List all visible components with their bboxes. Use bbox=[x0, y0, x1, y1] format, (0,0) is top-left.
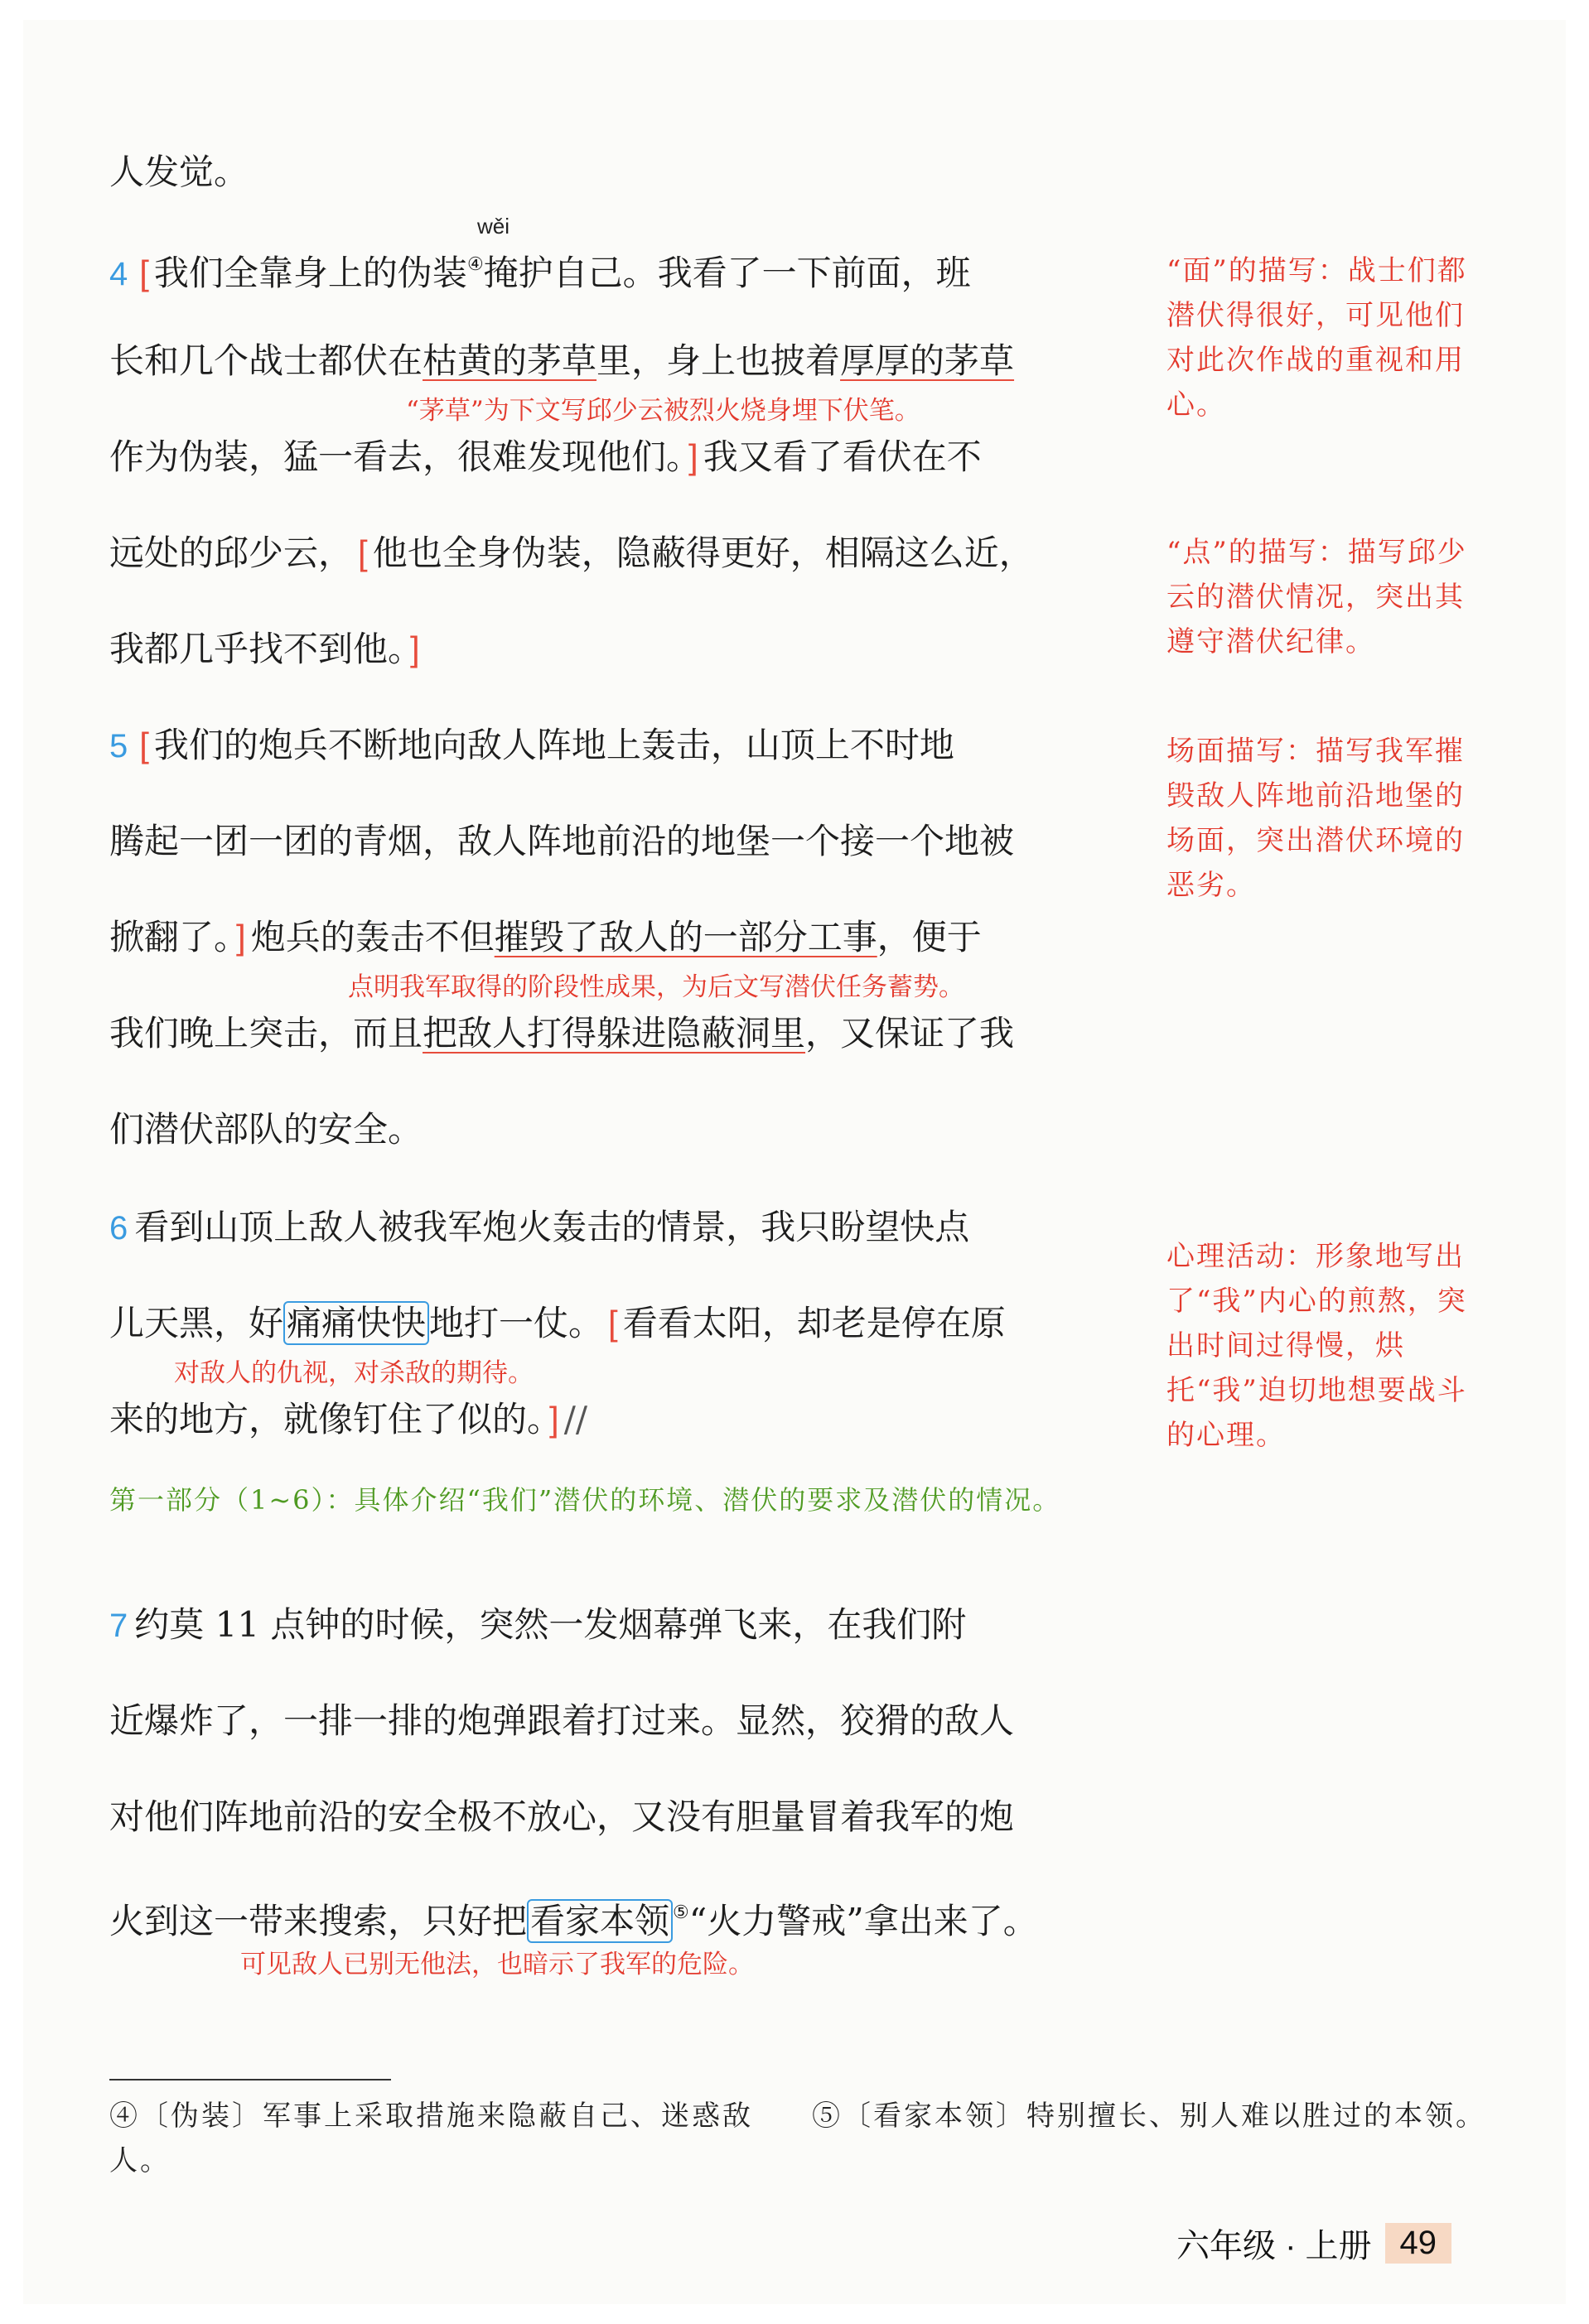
paragraph-6-line-3: 来的地方，就像钉住了似的。 ] // bbox=[109, 1399, 587, 1439]
page-footer bbox=[1176, 2220, 1451, 2267]
side-note: 心理活动：形象地写出了“我”内心的煎熬，突出时间过得慢，烘托“我”迫切地想要战斗的心理。 bbox=[1166, 1240, 1467, 1452]
paragraph-7-line-4: 火到这一带来搜索，只好把看家本领 ⑤“火力警戒”拿出来了。 bbox=[109, 1901, 1038, 1941]
paragraph-6-line-1: 6 看到山顶上敌人被我军炮火轰击的情景，我只盼望快点 bbox=[109, 1207, 970, 1247]
side-note: 场面描写：描写我军摧毁敌人阵地前沿地堡的场面，突出潜伏环境的恶劣。 bbox=[1166, 735, 1465, 902]
paragraph-7-line-2: 近爆炸了，一排一排的炮弹跟着打过来。显然，狡猾的敌人 bbox=[109, 1700, 1015, 1741]
paragraph-4-line-1: 4 [ 我们全靠身上的伪装④掩护自己。我看了一下前面，班 bbox=[109, 253, 971, 293]
footnote-4: ④〔伪装〕军事上采取措施来隐蔽自己、迷惑敌人。 bbox=[109, 2100, 753, 2177]
paragraph-4-line-4: 远处的邱少云， [ 他也全身伪装，隐蔽得更好，相隔这么近， bbox=[109, 533, 1034, 573]
pinyin-annotation: wěi bbox=[477, 214, 510, 239]
footnote-5: ⑤〔看家本领〕特别擅长、别人难以胜过的本领。 bbox=[812, 2100, 1486, 2133]
inline-note: 对敌人的仇视，对杀敌的期待。 bbox=[174, 1358, 534, 1388]
paragraph-number: 6 bbox=[109, 1210, 128, 1246]
grade-label: 六年级 · 上册 bbox=[1176, 2228, 1372, 2264]
inline-note: “茅草”为下文写邱少云被烈火烧身埋下伏笔。 bbox=[406, 396, 920, 426]
side-note: “面”的描写：战士们都潜伏得很好，可见他们对此次作战的重视和用心。 bbox=[1166, 254, 1467, 422]
paragraph-7-line-1: 7 约莫 11 点钟的时候，突然一发烟幕弹飞来，在我们附 bbox=[109, 1604, 967, 1645]
footnote-rule bbox=[109, 2079, 391, 2081]
paragraph-4-line-2: 长和几个战士都伏在枯黄的茅草里，身上也披着厚厚的茅草 bbox=[109, 340, 1015, 381]
paragraph-5-line-5: 们潜伏部队的安全。 bbox=[109, 1109, 423, 1150]
paragraph-6-line-2: 儿天黑，好痛痛快快地打一仗。 [ 看看太阳，却老是停在原 bbox=[109, 1303, 1006, 1343]
page-number: 49 bbox=[1385, 2223, 1452, 2264]
paragraph-5-line-2: 腾起一团一团的青烟，敌人阵地前沿的地堡一个接一个地被 bbox=[109, 821, 1015, 861]
paragraph-number: 5 bbox=[109, 728, 128, 764]
inline-note: 点明我军取得的阶段性成果，为后文写潜伏任务蓄势。 bbox=[348, 972, 964, 1002]
side-note: “点”的描写：描写邱少云的潜伏情况，突出其遵守潜伏纪律。 bbox=[1166, 536, 1467, 658]
section-note: 第一部分（1~6）：具体介绍“我们”潜伏的环境、潜伏的要求及潜伏的情况。 bbox=[109, 1484, 1061, 1516]
inline-note: 可见敌人已别无他法，也暗示了我军的危险。 bbox=[240, 1950, 754, 1979]
paragraph-7-line-3: 对他们阵地前沿的安全极不放心，又没有胆量冒着我军的炮 bbox=[109, 1796, 1015, 1837]
paragraph-number: 4 bbox=[109, 256, 128, 292]
paragraph-number: 7 bbox=[109, 1608, 128, 1644]
paragraph-5-line-4: 我们晚上突击，而且把敌人打得躲进隐蔽洞里，又保证了我 bbox=[109, 1013, 1015, 1054]
paragraph-5-line-3: 掀翻了。 ] 炮兵的轰击不但摧毁了敌人的一部分工事，便于 bbox=[109, 917, 982, 957]
paragraph-4-line-5: 我都几乎找不到他。 ] bbox=[109, 629, 420, 669]
text-line: 人发觉。 bbox=[109, 152, 249, 192]
paragraph-4-line-3: 作为伪装，猛一看去，很难发现他们。 ] 我又看了看伏在不 bbox=[109, 436, 982, 477]
paragraph-5-line-1: 5 [ 我们的炮兵不断地向敌人阵地上轰击，山顶上不时地 bbox=[109, 725, 954, 765]
